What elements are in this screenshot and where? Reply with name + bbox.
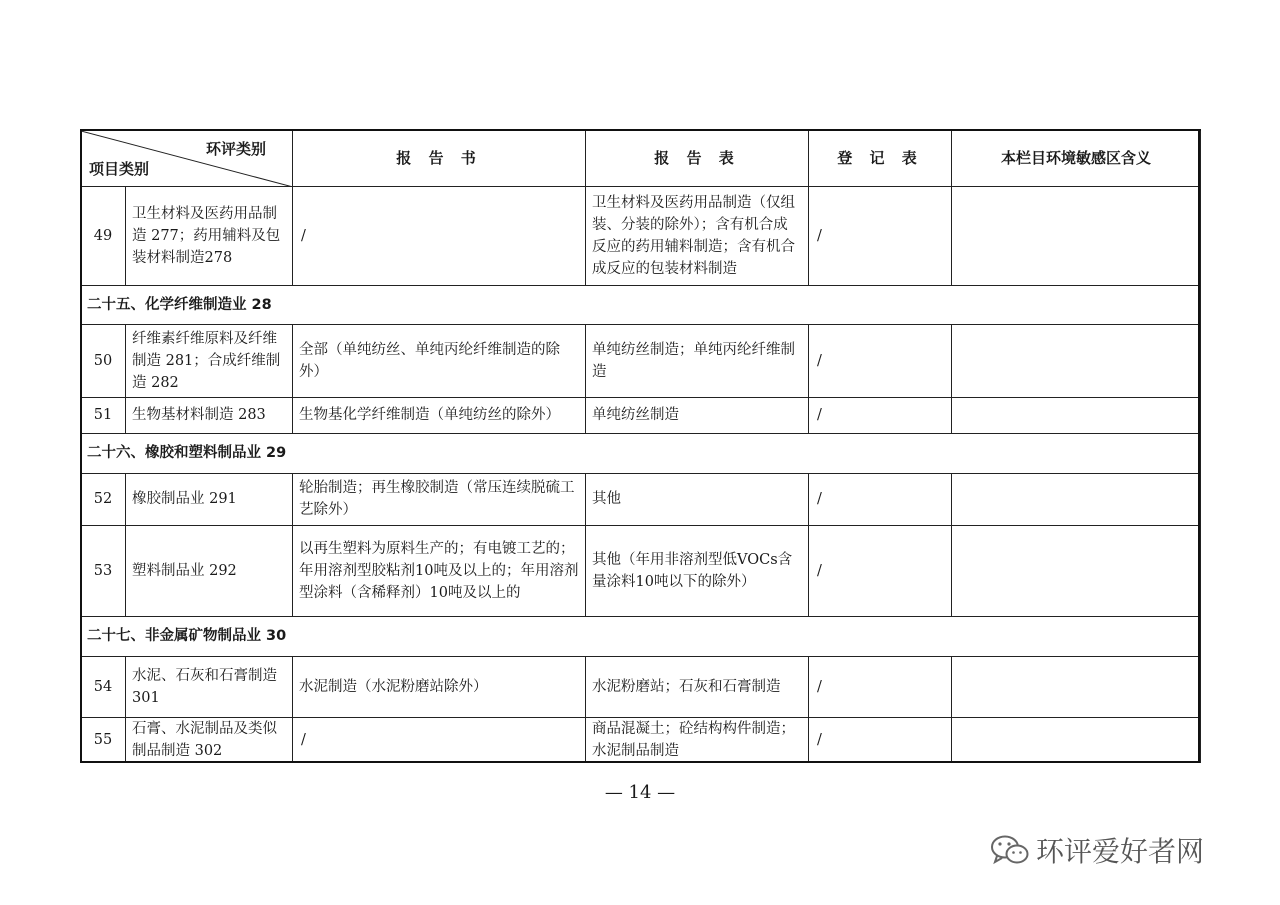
report-form-cell: 水泥粉磨站；石灰和石膏制造 [586, 656, 809, 717]
row-number: 51 [81, 397, 126, 433]
table-row [81, 186, 1201, 285]
section-title: 二十七、非金属矿物制品业 30 [81, 616, 1201, 656]
report-form-cell: 其他 [586, 473, 809, 525]
project-category-cell: 纤维素纤维原料及纤维制造 281；合成纤维制造 282 [126, 324, 293, 397]
registration-form-cell: / [809, 525, 952, 616]
section-row [81, 285, 1201, 324]
registration-form-cell: / [809, 473, 952, 525]
report-book-cell: 全部（单纯纺丝、单纯丙纶纤维制造的除外） [293, 324, 586, 397]
watermark-text: 环评爱好者网 [1036, 835, 1205, 868]
sensitive-area-cell [952, 717, 1201, 762]
registration-form-cell: / [809, 397, 952, 433]
header-project-category: 项目类别 [89, 159, 150, 178]
row-number: 53 [81, 525, 126, 616]
header-registration-form: 登 记 表 [809, 130, 952, 186]
row-number: 50 [81, 324, 126, 397]
project-category-cell: 橡胶制品业 291 [126, 473, 293, 525]
project-category-cell: 石膏、水泥制品及类似制品制造 302 [126, 717, 293, 762]
sensitive-area-cell [952, 525, 1201, 616]
header-row [81, 130, 1201, 186]
table-row [81, 397, 1201, 433]
project-category-cell: 水泥、石灰和石膏制造 301 [126, 656, 293, 717]
sensitive-area-cell [952, 656, 1201, 717]
report-form-cell: 其他（年用非溶剂型低VOCs含量涂料10吨以下的除外） [586, 525, 809, 616]
classification-table [80, 129, 1201, 763]
section-row [81, 433, 1201, 473]
header-eia-category: 环评类别 [205, 140, 266, 158]
report-book-cell: 生物基化学纤维制造（单纯纺丝的除外） [293, 397, 586, 433]
registration-form-cell: / [809, 656, 952, 717]
header-report-book: 报 告 书 [293, 130, 586, 186]
sensitive-area-cell [952, 324, 1201, 397]
registration-form-cell: / [809, 186, 952, 285]
header-sensitive-area: 本栏目环境敏感区含义 [952, 130, 1201, 186]
project-category-cell: 卫生材料及医药用品制造 277；药用辅料及包装材料制造278 [126, 186, 293, 285]
report-book-cell: 水泥制造（水泥粉磨站除外） [293, 656, 586, 717]
sensitive-area-cell [952, 397, 1201, 433]
row-number: 55 [81, 717, 126, 762]
report-book-cell: 轮胎制造；再生橡胶制造（常压连续脱硫工艺除外） [293, 473, 586, 525]
registration-form-cell: / [809, 717, 952, 762]
section-title: 二十六、橡胶和塑料制品业 29 [81, 433, 1201, 473]
report-book-cell: 以再生塑料为原料生产的；有电镀工艺的；年用溶剂型胶粘剂10吨及以上的；年用溶剂型涂料（含稀释剂）10吨及以上的 [293, 525, 586, 616]
row-number: 52 [81, 473, 126, 525]
table-row [81, 525, 1201, 616]
report-form-cell: 商品混凝土；砼结构构件制造；水泥制品制造 [586, 717, 809, 762]
header-report-form: 报 告 表 [586, 130, 809, 186]
page-number: — 14 — [604, 782, 676, 803]
project-category-cell: 塑料制品业 292 [126, 525, 293, 616]
table-row [81, 717, 1201, 762]
table-row [81, 656, 1201, 717]
wechat-icon [990, 833, 1030, 867]
table-row [81, 473, 1201, 525]
section-title: 二十五、化学纤维制造业 28 [81, 285, 1201, 324]
table-row [81, 324, 1201, 397]
row-number: 49 [81, 186, 126, 285]
report-book-cell: / [293, 186, 586, 285]
report-form-cell: 卫生材料及医药用品制造（仅组装、分装的除外）；含有机合成反应的药用辅料制造；含有机合成反应的包装材料制造 [586, 186, 809, 285]
diagonal-header-cell [81, 130, 293, 186]
report-book-cell: / [293, 717, 586, 762]
report-form-cell: 单纯纺丝制造 [586, 397, 809, 433]
watermark [990, 830, 1204, 870]
row-number: 54 [81, 656, 126, 717]
section-row [81, 616, 1201, 656]
report-form-cell: 单纯纺丝制造；单纯丙纶纤维制造 [586, 324, 809, 397]
sensitive-area-cell [952, 473, 1201, 525]
project-category-cell: 生物基材料制造 283 [126, 397, 293, 433]
registration-form-cell: / [809, 324, 952, 397]
sensitive-area-cell [952, 186, 1201, 285]
